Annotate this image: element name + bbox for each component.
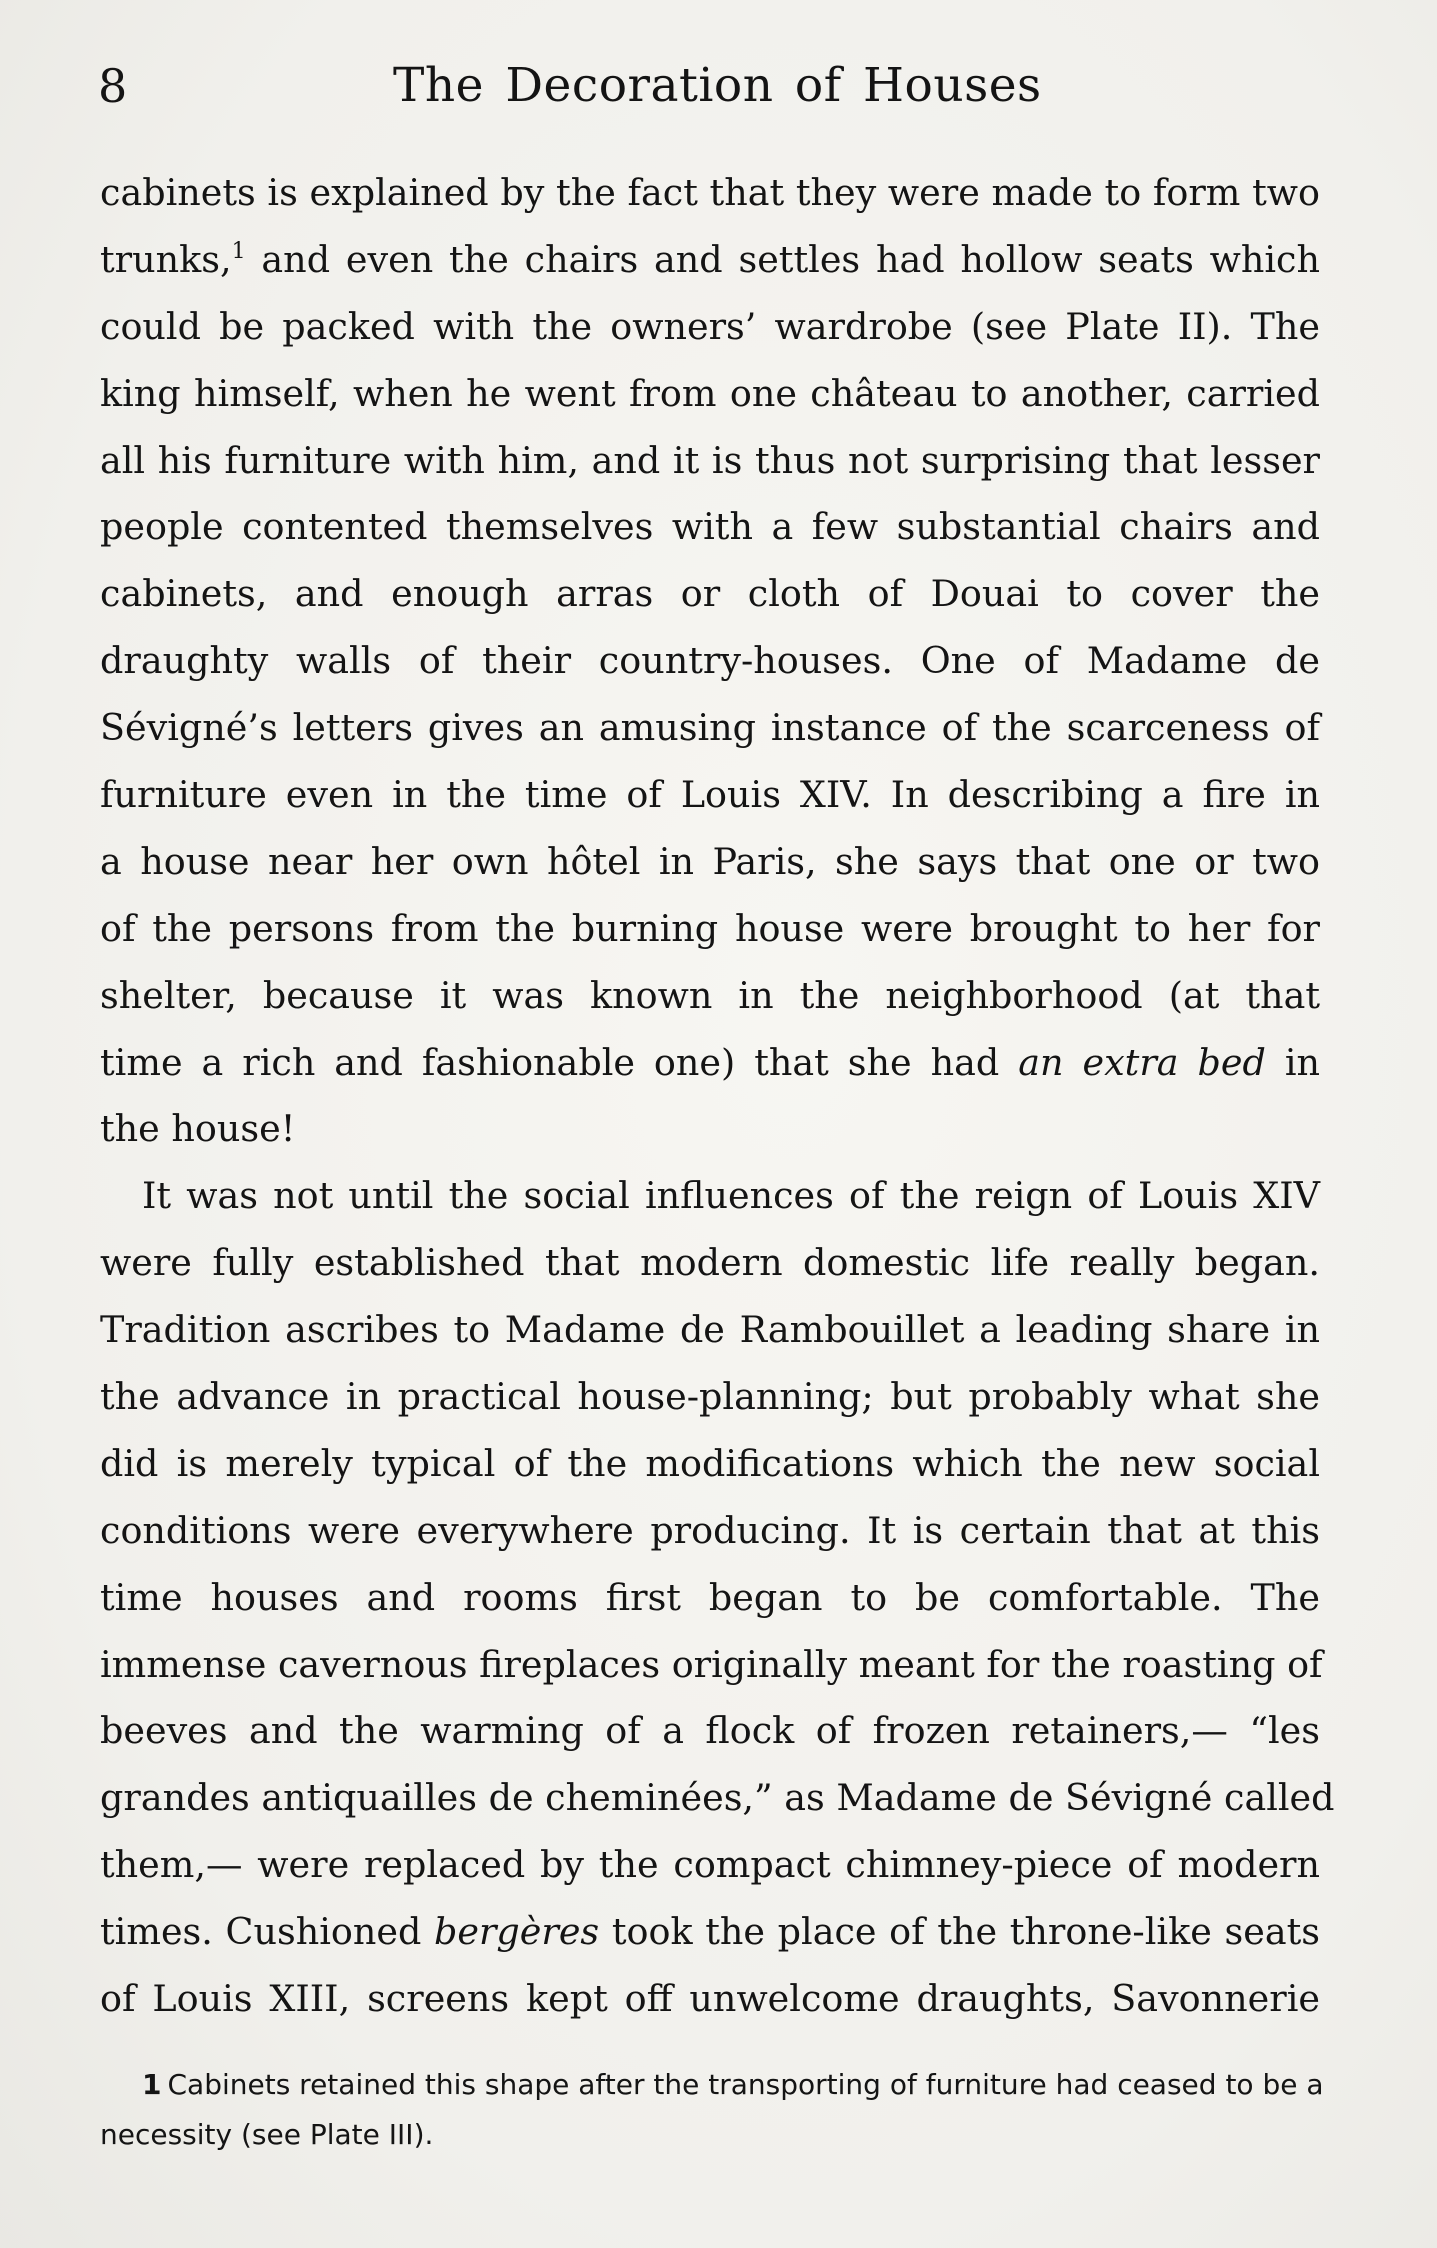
text-line: draughty walls of their country-houses. One of Madame de (100, 639, 1320, 683)
text-line: shelter, because it was known in the neighborhood (at that (100, 973, 1320, 1017)
text-line: cabinets, and enough arras or cloth of Douai to cover the (100, 572, 1320, 616)
text-line: king himself, when he went from one château to another, carried (100, 371, 1320, 415)
text-line: the house! (100, 1107, 296, 1151)
text-line: of Louis XIII, screens kept off unwelcome draughts, Savonnerie (100, 1977, 1320, 2021)
body-text (100, 160, 1335, 2033)
text-line: all his furniture with him, and it is thus not surprising that lesser (100, 438, 1320, 482)
italic-word: bergères (434, 1910, 600, 1954)
text-line: furniture even in the time of Louis XIV. In describing a fire in (100, 773, 1320, 817)
page-number: 8 (98, 59, 128, 113)
text-fragment: in (1284, 1040, 1321, 1084)
text-line: cabinets is explained by the fact that they were made to form two (100, 171, 1320, 214)
footnote-line (100, 2060, 1322, 2110)
text-line: beeves and the warming of a flock of frozen retainers,— “les (100, 1709, 1320, 1753)
paragraph-2 (100, 1163, 1335, 2033)
text-line: Tradition ascribes to Madame de Rambouillet a leading share in (100, 1308, 1320, 1352)
text-line: conditions were everywhere producing. It is certain that at this (100, 1508, 1320, 1552)
page-header (98, 50, 1338, 130)
text-line: the advance in practical house-planning; but probably what she (100, 1375, 1320, 1419)
text-line: grandes antiquailles de cheminées,” as Madame de Sévigné called (100, 1776, 1335, 1820)
footnotes (100, 2060, 1322, 2160)
text-line: It was not until the social influences of the reign of Louis XIV (142, 1174, 1320, 1218)
running-title: The Decoration of Houses (393, 58, 1042, 113)
footnote-number: 1 (142, 2068, 162, 2101)
text-fragment: time a rich and fashionable one) that she had (100, 1040, 1000, 1084)
text-fragment: took the place of the throne-like seats (611, 1910, 1320, 1954)
text-fragment: and even the chairs and settles had hollow seats which (261, 237, 1320, 281)
text-line: could be packed with the owners’ wardrobe (see Plate II). The (100, 304, 1320, 348)
text-line (100, 1899, 1320, 1966)
text-line (100, 227, 1320, 294)
text-fragment: trunks, (100, 237, 232, 281)
text-line: time houses and rooms first began to be comfortable. The (100, 1575, 1320, 1619)
footnote-text: Cabinets retained this shape after the transporting of furniture had ceased to be a (167, 2068, 1324, 2101)
text-fragment: times. Cushioned (100, 1910, 422, 1954)
italic-phrase: an extra bed (1018, 1040, 1266, 1084)
footnote-marker: 1 (231, 238, 246, 264)
text-line: of the persons from the burning house were brought to her for (100, 906, 1320, 950)
text-line: Sévigné’s letters gives an amusing instance of the scarceness of (100, 706, 1320, 750)
footnote-line: necessity (see Plate III). (100, 2118, 434, 2151)
text-line: people contented themselves with a few substantial chairs and (100, 505, 1320, 549)
text-line: did is merely typical of the modifications which the new social (100, 1441, 1320, 1485)
text-line: immense cavernous fireplaces originally meant for the roasting of (100, 1642, 1323, 1686)
text-line (100, 1030, 1320, 1097)
text-line: them,— were replaced by the compact chimney-piece of modern (100, 1843, 1320, 1887)
text-line: a house near her own hôtel in Paris, she says that one or two (100, 839, 1320, 883)
paragraph-1 (100, 160, 1320, 1163)
text-line: were fully established that modern domestic life really began. (100, 1241, 1320, 1285)
